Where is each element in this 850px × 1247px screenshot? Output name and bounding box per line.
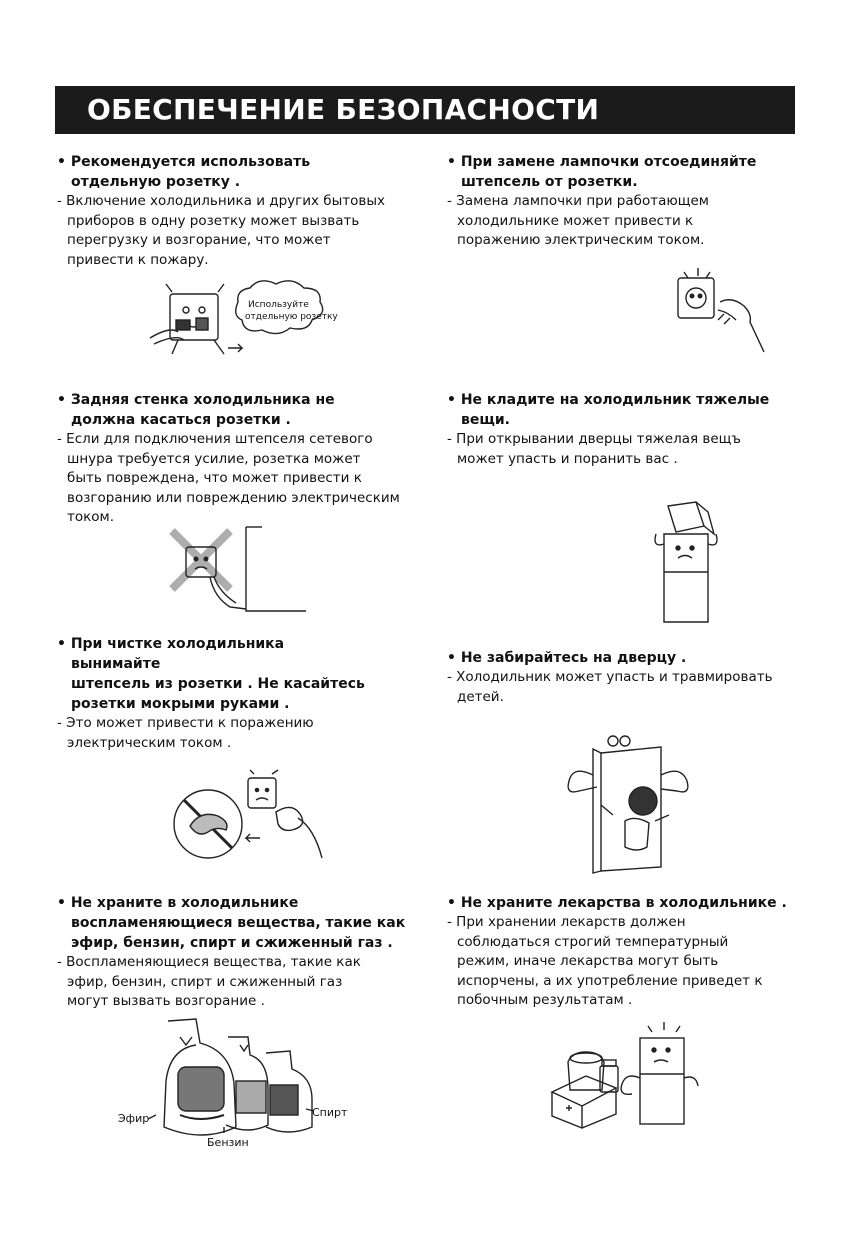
page-title: ОБЕСПЕЧЕНИЕ БЕЗОПАСНОСТИ (87, 93, 600, 126)
section-medicines (447, 893, 812, 1011)
ether-label: Эфир (118, 1112, 150, 1125)
section-heavy-objects (447, 390, 807, 469)
section-heading: • Не храните в холодильнике воспламеняющиеся вещества, такие как эфир, бензин, спирт и сжиженный газ . (57, 895, 406, 951)
section-body: - Включение холодильника и других бытовых приборов в одну розетку может вызвать перегрузку и возгорание, что может привести к пожару. (57, 193, 386, 268)
section-flammables (57, 893, 427, 1012)
section-heading: • Задняя стенка холодильника не должна касаться розетки . (57, 392, 335, 428)
section-body: - При хранении лекарств должен соблюдаться строгий температурный режим, иначе лекарства могут быть испорчены, а их употребление приведет к побочным результатам . (447, 914, 763, 1008)
wet-hands-socket-illustration (170, 768, 330, 868)
section-body: - Если для подключения штепселя сетевого шнура требуется усилие, розетка может быть повреждена, что может привести к возгоранию или повреждению электрическим током. (57, 431, 400, 525)
section-back-wall (57, 390, 427, 528)
medicines-fridge-illustration (548, 1020, 723, 1130)
flammables-illustration (110, 1015, 360, 1150)
section-body: - Это может привести к поражению электрическим током . (57, 715, 314, 751)
section-heading: • Рекомендуется использовать отдельную розетку . (57, 154, 311, 190)
section-body: - Воспламеняющиеся вещества, такие как эфир, бензин, спирт и сжиженный газ могут вызвать возгорание . (57, 954, 361, 1009)
section-heading: • Не храните лекарства в холодильнике . (447, 895, 787, 911)
lamp-socket-illustration (670, 264, 770, 360)
section-body: - Холодильник может упасть и травмировать детей. (447, 669, 773, 705)
section-door-climbing (447, 648, 807, 707)
section-heading: • При чистке холодильника вынимайте штепсель из розетки . Не касайтесь розетки мокрыми руками . (57, 636, 365, 712)
section-body: - При открывании дверцы тяжелая вещъ может упасть и поранить вас . (447, 431, 741, 467)
section-body: - Замена лампочки при работающем холодильнике может привести к поражению электрическим током. (447, 193, 709, 248)
section-separate-socket (57, 152, 427, 270)
back-wall-socket-illustration (168, 525, 308, 615)
alcohol-label: Спирт (312, 1106, 348, 1119)
title-banner (55, 86, 795, 134)
overloaded-socket-illustration (148, 280, 338, 360)
gasoline-label: Бензин (207, 1136, 249, 1149)
section-heading: • Не забирайтесь на дверцу . (447, 650, 687, 666)
bubble-text-line-1: Используйте (248, 300, 309, 310)
bubble-text-line-2: отдельную розетку (245, 312, 338, 322)
heavy-object-fridge-illustration (650, 500, 730, 625)
child-on-door-illustration (565, 735, 700, 875)
section-cleaning (57, 634, 427, 753)
section-heading: • При замене лампочки отсоединяйте штепсель от розетки. (447, 154, 757, 190)
section-heading: • Не кладите на холодильник тяжелые вещи. (447, 392, 770, 428)
section-lamp-replacement (447, 152, 807, 251)
